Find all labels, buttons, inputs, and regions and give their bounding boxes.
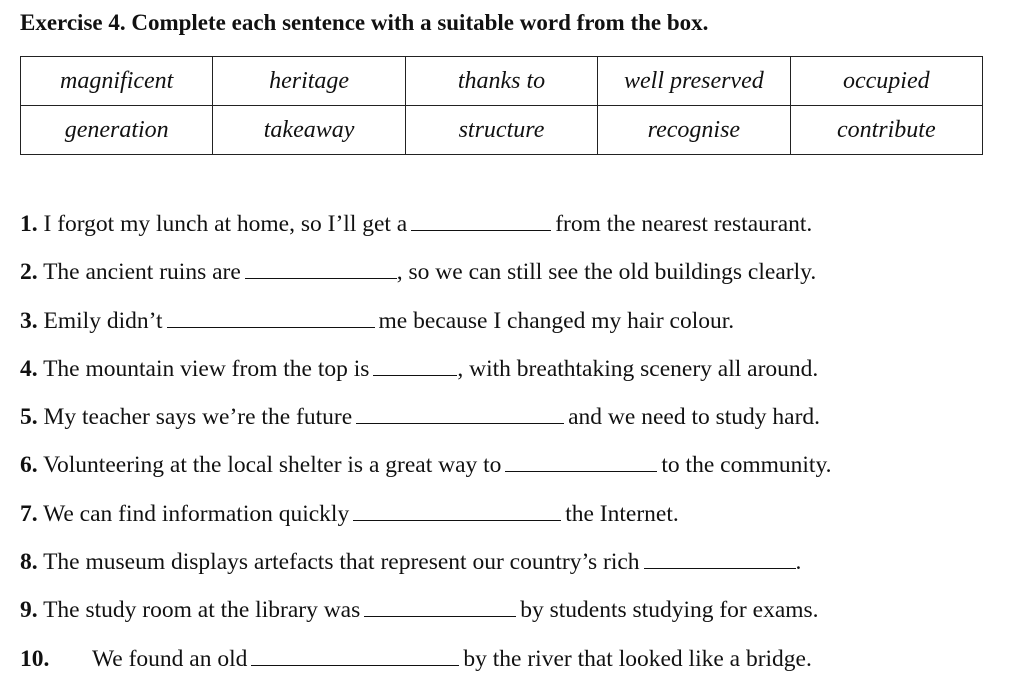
sentence-text-after: me because I changed my hair colour. <box>378 307 735 334</box>
sentence-text-before: I forgot my lunch at home, so I’ll get a <box>43 211 408 237</box>
sentence-text-after: and we need to study hard. <box>568 404 821 431</box>
answer-blank[interactable] <box>245 277 397 279</box>
sentence-item <box>20 200 1010 248</box>
sentence-number: 2. <box>20 259 38 286</box>
sentence-number: 10. <box>20 645 50 672</box>
sentence-number: 5. <box>20 404 38 431</box>
sentence-number: 8. <box>20 549 38 576</box>
sentence-text-before: My teacher says we’re the future <box>43 404 353 431</box>
sentence-text-after: by the river that looked like a bridge. <box>463 645 812 672</box>
word-box-cell: heritage <box>213 57 405 106</box>
sentence-text-before: The study room at the library was <box>43 597 361 624</box>
word-box-cell: generation <box>21 106 213 155</box>
sentence-item <box>20 586 1010 634</box>
sentence-text-after: , with breathtaking scenery all around. <box>457 355 819 382</box>
sentence-number: 4. <box>20 355 38 382</box>
word-box-cell: takeaway <box>213 106 405 155</box>
sentence-text-before: We can find information quickly <box>43 500 350 527</box>
word-box-cell: recognise <box>598 106 790 155</box>
answer-blank[interactable] <box>411 229 551 231</box>
sentence-number: 3. <box>20 307 38 334</box>
sentence-number: 9. <box>20 597 38 624</box>
sentence-item <box>20 538 1010 586</box>
answer-blank[interactable] <box>356 422 564 424</box>
answer-blank[interactable] <box>251 664 459 666</box>
sentence-text-after: by students studying for exams. <box>520 597 819 624</box>
sentence-item <box>20 441 1010 489</box>
sentence-item <box>20 297 1010 345</box>
word-box-row <box>21 57 983 106</box>
exercise-title: Exercise 4. Complete each sentence with a suitable word from the box. <box>20 10 709 35</box>
word-box-cell: structure <box>405 106 597 155</box>
word-box-cell: magnificent <box>21 57 213 106</box>
sentence-item <box>20 635 1010 683</box>
sentence-text-before: The museum displays artefacts that represent our country’s rich <box>43 549 640 576</box>
sentence-item <box>20 345 1010 393</box>
answer-blank[interactable] <box>373 374 457 376</box>
answer-blank[interactable] <box>505 470 657 472</box>
word-box <box>20 56 983 155</box>
sentence-text-before: Volunteering at the local shelter is a great way to <box>43 452 502 479</box>
sentence-item <box>20 248 1010 296</box>
sentence-text-after: from the nearest restaurant. <box>555 211 813 237</box>
sentence-text-after: . <box>795 549 802 576</box>
sentence-text-before: We found an old <box>92 645 248 672</box>
word-box-cell: occupied <box>790 57 982 106</box>
sentence-text-before: Emily didn’t <box>43 307 163 334</box>
sentence-item <box>20 490 1010 538</box>
word-box-cell: thanks to <box>405 57 597 106</box>
word-box-cell: contribute <box>790 106 982 155</box>
sentence-text-after: , so we can still see the old buildings clearly. <box>396 259 817 286</box>
sentence-list <box>20 200 1010 683</box>
word-box-row <box>21 106 983 155</box>
sentence-text-after: the Internet. <box>565 500 679 527</box>
sentence-number: 6. <box>20 452 38 479</box>
sentence-item <box>20 393 1010 441</box>
sentence-number: 7. <box>20 500 38 527</box>
sentence-text-before: The ancient ruins are <box>43 259 241 286</box>
answer-blank[interactable] <box>167 326 375 328</box>
sentence-text-after: to the community. <box>661 452 832 479</box>
word-box-cell: well preserved <box>598 57 790 106</box>
answer-blank[interactable] <box>353 519 561 521</box>
sentence-text-before: The mountain view from the top is <box>43 355 370 382</box>
answer-blank[interactable] <box>364 615 516 617</box>
answer-blank[interactable] <box>644 567 796 569</box>
sentence-number: 1. <box>20 211 38 237</box>
